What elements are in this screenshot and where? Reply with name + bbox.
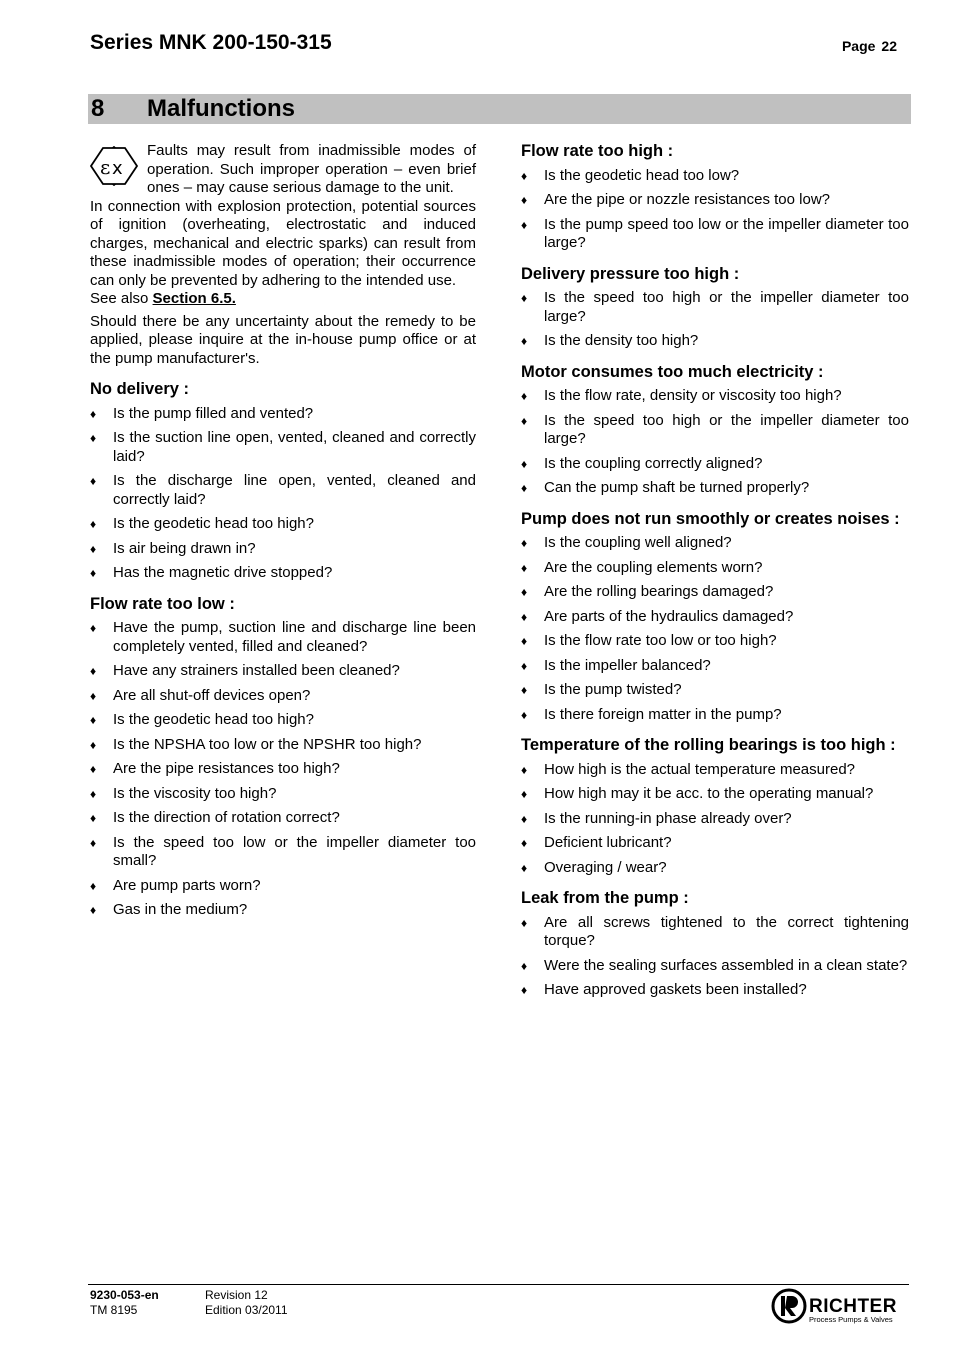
page-number: 22 xyxy=(881,38,897,54)
checklist-item xyxy=(521,387,909,406)
checklist-item-text: Are the coupling elements worn? xyxy=(544,558,763,576)
checklist-item-text: Are the pipe resistances too high? xyxy=(113,760,340,777)
checklist-item xyxy=(90,711,476,730)
diamond-bullet-icon: ♦ xyxy=(90,406,97,421)
checklist-item-text: Is the speed too low or the impeller diameter too small? xyxy=(113,833,476,869)
intro-paragraph-1: Faults may result from inadmissible modes of operation. Such improper operation – even brief ones – may cause serious damage to the unit. xyxy=(147,142,476,196)
checklist-item xyxy=(521,479,909,498)
tm-number: TM 8195 xyxy=(90,1303,138,1317)
checklist-item-text: Is the geodetic head too low? xyxy=(544,166,740,184)
checklist xyxy=(90,619,476,920)
diamond-bullet-icon: ♦ xyxy=(521,683,528,697)
checklist-item xyxy=(521,957,909,976)
checklist xyxy=(521,761,909,878)
checklist-item-text: Is the pump speed too low or the impeller diameter too large? xyxy=(544,215,909,251)
diamond-bullet-icon: ♦ xyxy=(521,585,528,599)
checklist-item-text: Is the pump filled and vented? xyxy=(113,404,314,422)
checklist-item-text: Is air being drawn in? xyxy=(113,539,256,557)
diamond-bullet-icon: ♦ xyxy=(90,835,97,850)
diamond-bullet-icon: ♦ xyxy=(90,688,97,703)
checklist-item xyxy=(521,810,909,829)
checklist-item-text: Are parts of the hydraulics damaged? xyxy=(544,607,794,625)
checklist-item-text: Is the running-in phase already over? xyxy=(544,809,792,827)
chapter-title: Malfunctions xyxy=(147,95,295,122)
diamond-bullet-icon: ♦ xyxy=(521,536,528,550)
checklist-item-text: Is the discharge line open, vented, cleaned and correctly laid? xyxy=(113,472,476,508)
section-heading: Pump does not run smoothly or creates noises : xyxy=(521,509,900,528)
section-heading: Flow rate too high : xyxy=(521,142,674,160)
svg-text:RICHTER: RICHTER xyxy=(809,1296,897,1317)
right-column xyxy=(521,142,909,1006)
diamond-bullet-icon: ♦ xyxy=(90,713,97,727)
diamond-bullet-icon: ♦ xyxy=(90,762,97,776)
checklist-item-text: Has the magnetic drive stopped? xyxy=(113,564,333,581)
page-label-text: Page xyxy=(841,38,876,54)
diamond-bullet-icon: ♦ xyxy=(90,474,97,488)
checklist-item-text: Is the pump twisted? xyxy=(544,681,682,698)
checklist-item-text: Can the pump shaft be turned properly? xyxy=(544,479,810,496)
checklist-item-text: Is the geodetic head too high? xyxy=(113,711,314,728)
diamond-bullet-icon: ♦ xyxy=(90,664,97,678)
checklist-item xyxy=(521,608,909,627)
checklist-item xyxy=(521,289,909,326)
section-heading: Motor consumes too much electricity : xyxy=(521,362,824,381)
checklist-item-text: Overaging / wear? xyxy=(544,858,667,876)
checklist-item-text: Are the pipe or nozzle resistances too low? xyxy=(544,191,830,208)
checklist-item-text: Deficient lubricant? xyxy=(544,834,672,851)
checklist-item-text: Are all shut-off devices open? xyxy=(113,686,311,704)
section-6-5-link[interactable]: Section 6.5. xyxy=(152,290,236,307)
checklist-item-text: Have approved gaskets been installed? xyxy=(544,981,807,998)
section-heading: No delivery : xyxy=(90,380,190,398)
checklist-item-text: Have the pump, suction line and discharge line been completely vented, filled and cleaned? xyxy=(113,619,476,655)
checklist-item xyxy=(90,405,476,424)
diamond-bullet-icon: ♦ xyxy=(521,658,528,673)
intro-paragraph-3: Should there be any uncertainty about the remedy to be applied, please inquire at the in-house pump office or at the pump manufacturer's. xyxy=(90,312,476,367)
edition: Edition 03/2011 xyxy=(205,1303,288,1317)
diamond-bullet-icon: ♦ xyxy=(521,481,528,495)
see-also-prefix: See also xyxy=(90,290,153,307)
checklist-item xyxy=(521,706,909,725)
checklist xyxy=(90,405,476,583)
chapter-number: 8 xyxy=(91,95,105,122)
checklist-item xyxy=(521,167,909,186)
checklist-item xyxy=(90,564,476,583)
checklist-item-text: Are pump parts worn? xyxy=(113,876,261,894)
checklist-item xyxy=(521,981,909,1000)
checklist-item xyxy=(521,761,909,780)
series-title: Series MNK 200-150-315 xyxy=(90,31,332,54)
checklist-item-text: Is there foreign matter in the pump? xyxy=(544,705,782,723)
checklist-item xyxy=(90,540,476,559)
checklist-item xyxy=(521,632,909,651)
diamond-bullet-icon: ♦ xyxy=(521,958,528,973)
checklist-item xyxy=(521,559,909,578)
diamond-bullet-icon: ♦ xyxy=(90,431,97,445)
checklist-item xyxy=(90,662,476,681)
checklist-item xyxy=(90,901,476,920)
diamond-bullet-icon: ♦ xyxy=(90,621,97,635)
checklist-item-text: Is the coupling well aligned? xyxy=(544,534,732,551)
diamond-bullet-icon: ♦ xyxy=(90,541,97,556)
checklist xyxy=(521,167,909,253)
checklist-item-text: Gas in the medium? xyxy=(113,901,248,918)
checklist-item xyxy=(90,785,476,804)
diamond-bullet-icon: ♦ xyxy=(521,217,528,232)
diamond-bullet-icon: ♦ xyxy=(90,737,97,752)
checklist-item xyxy=(521,914,909,951)
checklist-item-text: Is the flow rate, density or viscosity too high? xyxy=(544,387,842,404)
diamond-bullet-icon: ♦ xyxy=(521,413,528,428)
checklist-item-text: Is the direction of rotation correct? xyxy=(113,809,340,826)
checklist-item xyxy=(90,834,476,871)
checklist-item xyxy=(90,809,476,828)
checklist-item xyxy=(521,785,909,804)
intro-paragraph-2: In connection with explosion protection, potential sources of ignition (overheating, electrostatic and induced charges, mechanical and electric sparks) can result from these inadmissible modes of operation; their occurrence can only be prevented by adhering to the intended use. xyxy=(90,197,476,289)
left-column xyxy=(90,142,476,926)
diamond-bullet-icon: ♦ xyxy=(521,860,528,875)
diamond-bullet-icon: ♦ xyxy=(521,707,528,722)
diamond-bullet-icon: ♦ xyxy=(521,334,528,348)
checklist-item xyxy=(90,736,476,755)
checklist xyxy=(521,534,909,724)
right-sections xyxy=(521,142,909,1000)
checklist-item-text: Is the NPSHA too low or the NPSHR too high? xyxy=(113,735,422,753)
checklist xyxy=(521,914,909,1000)
diamond-bullet-icon: ♦ xyxy=(521,915,528,930)
diamond-bullet-icon: ♦ xyxy=(90,566,97,580)
section-heading: Flow rate too low : xyxy=(90,594,235,613)
checklist-item xyxy=(90,515,476,534)
checklist-item xyxy=(90,472,476,509)
checklist-item-text: Is the speed too high or the impeller diameter too large? xyxy=(544,289,909,325)
checklist xyxy=(521,387,909,498)
diamond-bullet-icon: ♦ xyxy=(90,517,97,531)
checklist-item-text: Is the flow rate too low or too high? xyxy=(544,632,777,649)
checklist-item-text: Have any strainers installed been cleaned? xyxy=(113,662,400,679)
checklist-item xyxy=(521,583,909,602)
doc-number: 9230-053-en xyxy=(90,1288,159,1302)
diamond-bullet-icon: ♦ xyxy=(521,811,528,826)
diamond-bullet-icon: ♦ xyxy=(521,762,528,777)
checklist-item-text: Are the rolling bearings damaged? xyxy=(544,583,774,600)
see-also xyxy=(90,290,476,309)
footer-revision-info xyxy=(205,1288,288,1318)
checklist-item xyxy=(521,455,909,474)
diamond-bullet-icon: ♦ xyxy=(521,560,528,575)
diamond-bullet-icon: ♦ xyxy=(90,786,97,801)
svg-text:ɛ: ɛ xyxy=(100,155,111,179)
checklist-item xyxy=(90,760,476,779)
checklist-item-text: Is the density too high? xyxy=(544,332,699,349)
checklist-item-text: Is the geodetic head too high? xyxy=(113,515,314,532)
checklist-item xyxy=(521,412,909,449)
footer-doc-info xyxy=(90,1288,159,1318)
checklist-item-text: Is the speed too high or the impeller diameter too large? xyxy=(544,411,909,447)
diamond-bullet-icon: ♦ xyxy=(90,811,97,825)
page-label xyxy=(842,38,897,54)
checklist-item-text: Is the impeller balanced? xyxy=(544,656,711,674)
checklist-item-text: Are all screws tightened to the correct tightening torque? xyxy=(544,913,909,949)
checklist-item xyxy=(521,216,909,253)
checklist-item-text: Is the suction line open, vented, cleaned and correctly laid? xyxy=(113,429,476,465)
checklist-item xyxy=(521,681,909,700)
section-heading: Delivery pressure too high : xyxy=(521,264,740,283)
checklist-item-text: How high is the actual temperature measured? xyxy=(544,760,856,778)
checklist-item-text: Is the coupling correctly aligned? xyxy=(544,454,763,472)
checklist-item xyxy=(521,859,909,878)
diamond-bullet-icon: ♦ xyxy=(521,983,528,997)
richter-logo xyxy=(771,1287,909,1325)
diamond-bullet-icon: ♦ xyxy=(90,903,97,917)
left-sections xyxy=(90,380,476,920)
checklist-item xyxy=(521,657,909,676)
checklist-item xyxy=(521,534,909,553)
checklist-item xyxy=(90,877,476,896)
checklist-item-text: Is the viscosity too high? xyxy=(113,784,277,802)
diamond-bullet-icon: ♦ xyxy=(521,193,528,207)
diamond-bullet-icon: ♦ xyxy=(521,389,528,403)
diamond-bullet-icon: ♦ xyxy=(521,609,528,624)
svg-text:Process Pumps & Valves: Process Pumps & Valves xyxy=(809,1315,893,1324)
svg-text:x: x xyxy=(112,158,123,179)
checklist-item-text: How high may it be acc. to the operating manual? xyxy=(544,785,874,802)
diamond-bullet-icon: ♦ xyxy=(90,878,97,893)
footer-divider xyxy=(88,1284,909,1285)
checklist-item xyxy=(521,191,909,210)
section-heading: Temperature of the rolling bearings is too high : xyxy=(521,736,896,754)
ex-explosion-protection-icon xyxy=(90,146,138,186)
checklist-item xyxy=(521,834,909,853)
diamond-bullet-icon: ♦ xyxy=(521,168,528,183)
chapter-heading-bar xyxy=(88,94,911,124)
diamond-bullet-icon: ♦ xyxy=(521,456,528,471)
diamond-bullet-icon: ♦ xyxy=(521,836,528,850)
checklist-item-text: Were the sealing surfaces assembled in a clean state? xyxy=(544,956,908,974)
checklist-item xyxy=(90,429,476,466)
checklist-item xyxy=(90,687,476,706)
diamond-bullet-icon: ♦ xyxy=(521,787,528,801)
diamond-bullet-icon: ♦ xyxy=(521,634,528,648)
revision: Revision 12 xyxy=(205,1288,268,1302)
checklist-item xyxy=(521,332,909,351)
diamond-bullet-icon: ♦ xyxy=(521,291,528,305)
checklist xyxy=(521,289,909,351)
checklist-item xyxy=(90,619,476,656)
section-heading: Leak from the pump : xyxy=(521,889,689,907)
